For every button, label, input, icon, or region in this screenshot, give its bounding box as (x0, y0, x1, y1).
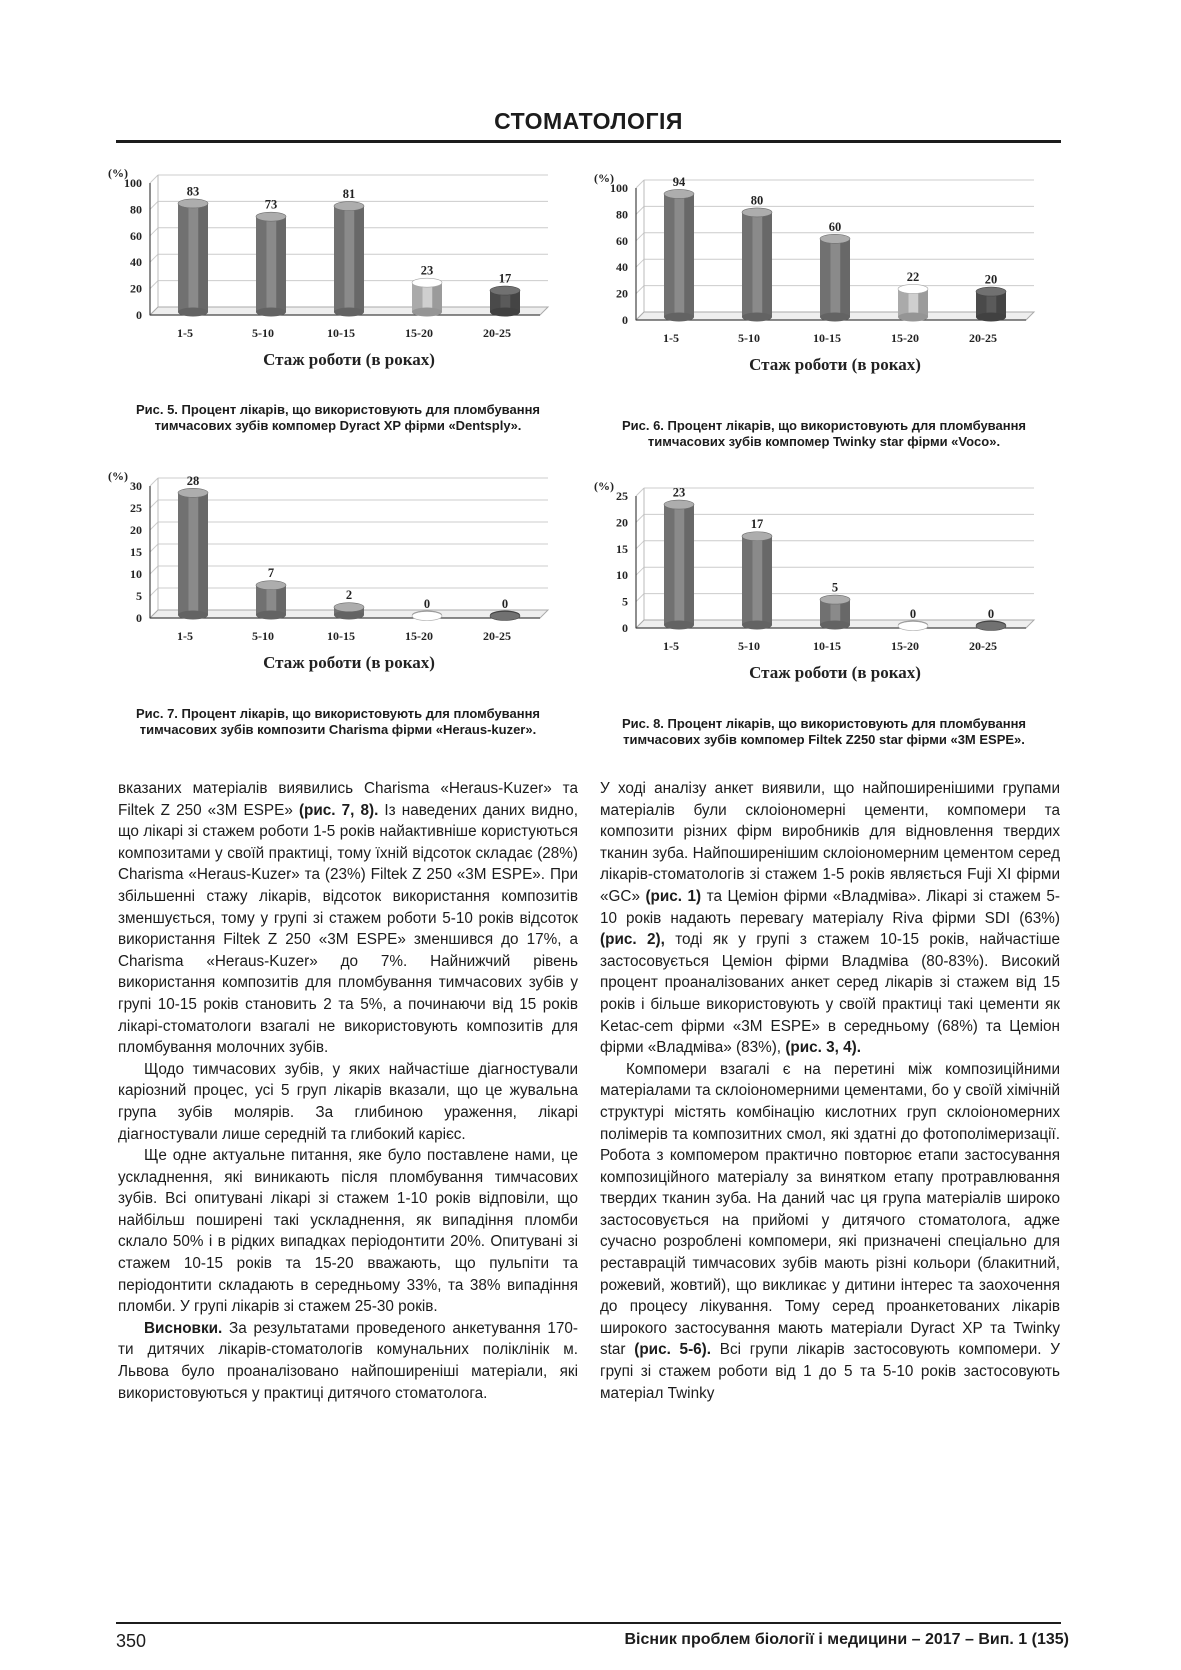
bar-shade-right (276, 585, 286, 615)
gridline-depth (636, 233, 644, 241)
footer-rule (116, 1622, 1061, 1624)
gridline-depth (150, 254, 158, 262)
y-tick-label: 40 (616, 260, 628, 275)
bar-top (412, 278, 442, 287)
gridline-depth (150, 281, 158, 289)
bar-top (976, 287, 1006, 296)
bar-shade-right (762, 536, 772, 625)
x-tick-label: 15-20 (891, 639, 919, 653)
bar-top (820, 234, 850, 243)
right-paragraph-1 (600, 778, 1060, 1059)
bar-base (742, 621, 772, 630)
bar (256, 212, 286, 316)
journal-name: Вісник проблем біології і медицини – 2017 – Вип. 1 (135) (624, 1631, 1069, 1648)
x-tick-label: 10-15 (813, 639, 841, 653)
bar (820, 595, 850, 629)
bar-shade-right (198, 203, 208, 312)
x-tick-label: 20-25 (969, 639, 997, 653)
bar-shade-right (354, 206, 364, 312)
bar (820, 234, 850, 321)
bar (490, 611, 520, 621)
y-tick-label: 5 (136, 589, 142, 603)
data-label: 20 (984, 272, 998, 287)
bar (256, 581, 286, 620)
bar-shade-left (256, 585, 267, 615)
bar-top (334, 603, 364, 612)
y-tick-label: 20 (130, 281, 142, 296)
x-axis-title: Стаж роботи (в роках) (749, 663, 921, 682)
gridline-depth (150, 478, 158, 486)
x-axis-title: Стаж роботи (в роках) (263, 653, 435, 672)
gridline-depth (636, 488, 644, 496)
gridline-depth (636, 286, 644, 294)
bar-shade-right (432, 283, 442, 312)
bar-shade-left (178, 203, 189, 312)
y-tick-label: 40 (130, 255, 142, 270)
x-tick-label: 10-15 (327, 326, 355, 340)
figure-8-caption: Рис. 8. Процент лікарів, що використовують для пломбування тимчасових зубів компомер Filtek Z250 star фірми «3M ESPE». (621, 716, 1027, 747)
gridline-depth (636, 206, 644, 214)
bar-top (820, 595, 850, 604)
bar-top (664, 189, 694, 198)
bar (490, 286, 520, 316)
bar-base (664, 621, 694, 630)
figure-8-svg (594, 478, 1054, 706)
bar-shade-left (178, 493, 189, 615)
data-label: 23 (420, 263, 434, 278)
page-number: 350 (116, 1631, 147, 1651)
bar-shade-right (276, 217, 286, 312)
data-label: 22 (906, 269, 920, 284)
bar-shade-left (664, 505, 675, 625)
gridline-depth (150, 544, 158, 552)
figure-ref: (рис. 5-6). (634, 1341, 712, 1359)
left-column (118, 778, 578, 1404)
gridline-depth (150, 201, 158, 209)
bar-shade-left (664, 194, 675, 317)
bar-base (490, 308, 520, 317)
bar-base (256, 611, 286, 620)
text: За результатами проведеного анкетування 170-ти дитячих лікарів-стоматологів комунальних поліклінік м. Львова було проаналізовано найпоширеніші матеріали, які використовуються у практиці дитячого стоматолога. (118, 1319, 578, 1402)
bar-top (898, 622, 928, 631)
y-tick-label: 80 (130, 202, 142, 217)
figure-7-svg (108, 468, 568, 696)
figure-5-svg (108, 165, 568, 393)
gridline-depth (150, 522, 158, 530)
bar-top (256, 212, 286, 221)
y-tick-label: 0 (136, 308, 142, 322)
data-label: 80 (750, 193, 764, 208)
figure-7-caption: Рис. 7. Процент лікарів, що використовують для пломбування тимчасових зубів композити Charisma фірми «Heraus-kuzer». (135, 706, 541, 737)
gridline-depth (636, 541, 644, 549)
gridline-depth (636, 594, 644, 602)
bar-base (742, 313, 772, 322)
bar-shade-right (840, 239, 850, 317)
bar-shade-left (742, 212, 753, 317)
y-tick-label: 20 (616, 515, 628, 530)
text: Компомери взагалі є на перетині між композиційними матеріалами та склоіономерними цементами, бо у своїй хімічній структурі містять комбінацію кислотних груп склоіономерних полімерів та композитних смол, які здатні до фотополімеризації. Робота з компомером практично повторює етапи застосування композиційного матеріалу за винятком етапу протравлювання твердих тканин зуба. На даний час ця група матеріалів широко застосовується на прийомі у дитячого стоматолога, адже сучасно розроблені компомери, які призначені спеціально для реставрацій тимчасових зубів мають різні кольори (блакитний, рожевий, жовтий), що викликає у дитини інтерес та заохочення до процесу лікування. Тому серед проанкетованих лікарів широкого застосування мають матеріали Dyract XP та Twinky star (600, 1060, 1060, 1359)
data-label: 17 (498, 271, 512, 286)
bar-top (742, 208, 772, 217)
x-tick-label: 5-10 (738, 331, 760, 345)
y-tick-label: 20 (616, 286, 628, 301)
bar-top (664, 500, 694, 509)
bar-base (898, 313, 928, 322)
data-label: 0 (423, 597, 431, 611)
bar-top (256, 581, 286, 590)
y-unit-label: (%) (108, 166, 128, 180)
figure-ref: (рис. 7, 8). (298, 801, 379, 819)
y-tick-label: 25 (616, 489, 628, 503)
gridline-depth (636, 567, 644, 575)
x-axis-title: Стаж роботи (в роках) (263, 350, 435, 369)
figure-6-chart (594, 170, 1054, 398)
gridline-depth (636, 180, 644, 188)
y-tick-label: 100 (610, 181, 628, 195)
data-label: 94 (672, 174, 686, 189)
figure-6-svg (594, 170, 1054, 398)
y-unit-label: (%) (594, 479, 614, 493)
gridline-depth (150, 175, 158, 183)
text: Всі групи лікарів застосовують компомери. У групі зі стажем роботи від 1 до 5 та 5-10 років застосовують матеріал Twinky (600, 1341, 1060, 1402)
bar (976, 287, 1006, 321)
gridline-depth (150, 588, 158, 596)
bar-shade-left (256, 217, 267, 312)
data-label: 5 (831, 580, 839, 595)
data-label: 0 (909, 607, 917, 621)
gridline-depth (150, 228, 158, 236)
x-axis-title: Стаж роботи (в роках) (749, 355, 921, 374)
data-label: 0 (501, 597, 509, 611)
y-tick-label: 20 (130, 523, 142, 537)
y-tick-label: 60 (616, 233, 628, 248)
text: вказаних матеріалів виявились Charisma «Heraus-Kuzer» та Filtek Z 250 «3M ESPE» (118, 780, 578, 819)
data-label: 73 (264, 197, 278, 212)
bar-base (976, 313, 1006, 322)
bar (664, 500, 694, 629)
data-label: 28 (186, 473, 200, 488)
bar (412, 278, 442, 316)
bar-top (490, 612, 520, 621)
bar (742, 208, 772, 322)
x-tick-label: 15-20 (891, 331, 919, 345)
y-tick-label: 60 (130, 228, 142, 243)
y-tick-label: 10 (130, 567, 142, 581)
right-paragraph-2 (600, 1059, 1060, 1405)
bar-shade-left (742, 536, 753, 625)
x-tick-label: 10-15 (327, 629, 355, 643)
bar-top (898, 284, 928, 293)
bar-base (334, 308, 364, 317)
bar (178, 488, 208, 619)
bar-base (664, 313, 694, 322)
x-tick-label: 15-20 (405, 326, 433, 340)
x-tick-label: 1-5 (177, 326, 193, 340)
y-tick-label: 5 (622, 594, 628, 609)
data-label: 2 (345, 588, 353, 603)
gridline-depth (150, 500, 158, 508)
bar-shade-right (684, 505, 694, 625)
data-label: 23 (672, 485, 686, 500)
bar-top (490, 286, 520, 295)
y-tick-label: 0 (622, 621, 628, 635)
bar-top (178, 488, 208, 497)
y-tick-label: 10 (616, 568, 628, 583)
bar-shade-left (820, 239, 831, 317)
y-tick-label: 0 (136, 611, 142, 625)
left-paragraph-2: Щодо тимчасових зубів, у яких найчастіше діагностували каріозний процес, усі 5 груп лікарів вказали, що це жувальна група зубів молярів. За глибиною ураження, лікарі діагностували лише середній та глибокий карієс. (118, 1060, 578, 1143)
text: тоді як у групі з стажем 10-15 років, найчастіше застосовується Цеміон фірми Владміва (80-83%). Високий процент проаналізованих анкет серед лікарів зі стажем від 15 років і більше використовують у своїй практиці такі цементи як Ketac-cem фірми «3M ESPE» в середньому (68%) та Цеміон фірми «Владміва» (83%), (600, 931, 1061, 1057)
x-tick-label: 5-10 (738, 639, 760, 653)
x-tick-label: 20-25 (483, 326, 511, 340)
bar (664, 189, 694, 321)
bar (742, 532, 772, 630)
data-label: 7 (267, 566, 275, 581)
x-tick-label: 1-5 (177, 629, 193, 643)
figure-ref: (рис. 3, 4). (785, 1039, 862, 1057)
left-paragraph-3: Ще одне актуальне питання, яке було поставлене нами, це ускладнення, які виникають після пломбування тимчасових зубів. Всі опитувані лікарі зі стажем 1-10 років відповіли, що найбільш поширені такі ускладнення, як випадіння пломби склало 50% і в рідких випадках періодонтити 20%. Опитувані зі стажем 10-15 років та 15-20 вважають, що пульпіти та періодонтити складають в середньому 33%, та 38% випадіння пломби. У групі лікарів зі стажем 25-30 років. (118, 1147, 578, 1316)
bar-base (178, 308, 208, 317)
gridline-depth (150, 566, 158, 574)
left-paragraph-4 (118, 1318, 578, 1404)
figure-7-chart (108, 468, 568, 696)
text: У ході аналізу анкет виявили, що найпоширенішими групами матеріалів були склоіономерні цементи, компомери та композити різних фірм виробників для відновлення твердих тканин зуба. Найпоширенішим склоіономерним цементом серед лікарів-стоматологів зі стажем 1-5 років являється Fuji XI фірми «GC» (600, 780, 1060, 905)
figure-8-chart (594, 478, 1054, 706)
y-tick-label: 100 (124, 176, 142, 190)
figure-5-caption: Рис. 5. Процент лікарів, що використовують для пломбування тимчасових зубів компомер Dyract XP фірми «Dentsply». (135, 402, 541, 433)
bar-top (178, 199, 208, 208)
bar-base (820, 313, 850, 322)
bar-shade-right (684, 194, 694, 317)
figure-ref: (рис. 2), (600, 931, 665, 949)
x-tick-label: 5-10 (252, 326, 274, 340)
y-tick-label: 25 (130, 501, 142, 515)
text: Із наведених даних видно, що лікарі зі стажем роботи 1-5 років найактивніше користуються композитами у своїй практиці, тому їхній відсоток складає (28%) Charisma «Heraus-Kuzer» та (23%) Filtek Z 250 «3M ESPE». При збільшенні стажу лікарів, відсоток використання композитів зменшується, тому у групі зі стажем роботи 5-10 років відсоток використання Filtek Z 250 «3M ESPE» зменшився до 17%, а Charisma «Heraus-Kuzer» до 7%. Найнижчий рівень використання композитів для пломбування тимчасових зубів у групі 10-15 років становить 2 та 5%, а починаючи від 15 років лікарі-стоматологи взагалі не використовують композитів для пломбування молочних зубів. (118, 801, 578, 1057)
x-tick-label: 5-10 (252, 629, 274, 643)
bar (898, 621, 928, 631)
x-tick-label: 15-20 (405, 629, 433, 643)
data-label: 81 (342, 187, 356, 202)
y-unit-label: (%) (594, 171, 614, 185)
y-tick-label: 0 (622, 313, 628, 327)
bar-top (412, 612, 442, 621)
x-tick-label: 1-5 (663, 331, 679, 345)
bar (976, 621, 1006, 631)
x-tick-label: 20-25 (483, 629, 511, 643)
right-column (600, 778, 1060, 1404)
conclusions-heading: Висновки. (144, 1319, 223, 1337)
bar-base (412, 308, 442, 317)
y-tick-label: 15 (616, 541, 628, 556)
bar-top (976, 622, 1006, 631)
section-title: СТОМАТОЛОГІЯ (494, 108, 683, 134)
gridline-depth (636, 259, 644, 267)
bar-shade-right (762, 212, 772, 317)
y-tick-label: 30 (130, 479, 142, 493)
data-label: 0 (987, 607, 995, 621)
bar (412, 611, 442, 621)
bar (898, 284, 928, 321)
figure-ref: (рис. 1) (645, 887, 702, 905)
gridline-depth (636, 514, 644, 522)
bar-base (178, 611, 208, 620)
figure-5-chart (108, 165, 568, 393)
bar (178, 199, 208, 317)
data-label: 17 (750, 517, 764, 532)
left-paragraph-1 (118, 778, 578, 1059)
x-tick-label: 1-5 (663, 639, 679, 653)
bar-base (256, 308, 286, 317)
bar-top (334, 202, 364, 211)
bar (334, 603, 364, 620)
data-label: 60 (828, 219, 842, 234)
bar (334, 202, 364, 317)
bar-shade-right (198, 493, 208, 615)
bar-base (820, 621, 850, 630)
text: та Цеміон фірми «Владміва». Лікарі зі стажем 5-10 років надають перевагу матеріалу Riva фірми SDI (63%) (600, 887, 1060, 927)
bar-top (742, 532, 772, 541)
header-rule (116, 140, 1061, 143)
y-tick-label: 15 (130, 545, 142, 559)
figure-6-caption: Рис. 6. Процент лікарів, що використовують для пломбування тимчасових зубів компомер Twinky star фірми «Voco». (621, 418, 1027, 449)
x-tick-label: 10-15 (813, 331, 841, 345)
bar-shade-left (334, 206, 345, 312)
data-label: 83 (186, 184, 200, 199)
x-tick-label: 20-25 (969, 331, 997, 345)
y-tick-label: 80 (616, 207, 628, 222)
y-unit-label: (%) (108, 469, 128, 483)
